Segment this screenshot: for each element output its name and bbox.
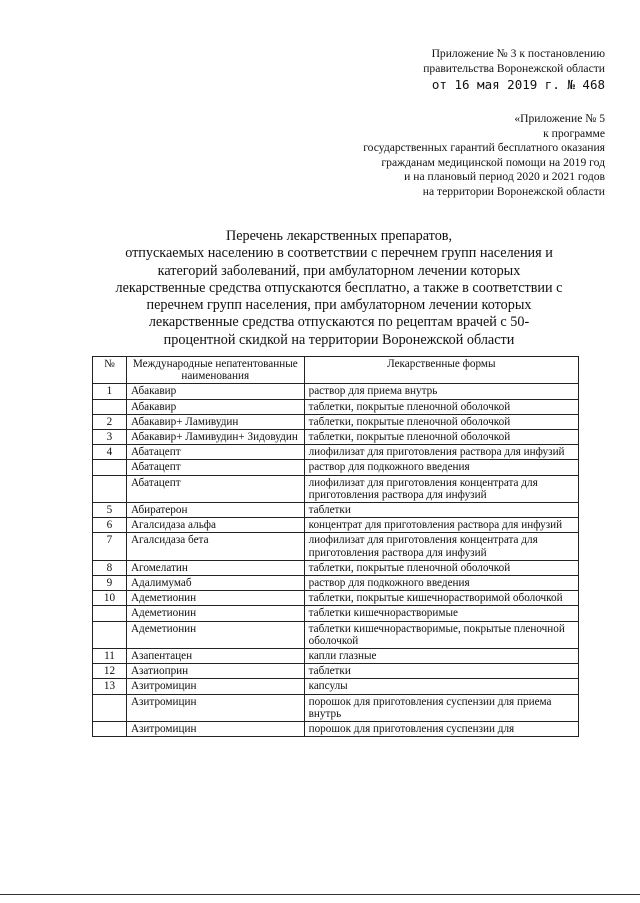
header-number: №	[93, 357, 127, 384]
title-line: лекарственные средства отпускаются по рецептам врачей с 50-	[148, 314, 530, 331]
drug-name-cell: Адеметионин	[126, 606, 304, 621]
row-number-cell: 9	[93, 576, 127, 591]
row-number-cell: 5	[93, 503, 127, 518]
header-form: Лекарственные формы	[304, 357, 578, 384]
decree-date-number: от 16 мая 2019 г. № 468	[431, 77, 605, 92]
dosage-form-cell: таблетки, покрытые пленочной оболочкой	[304, 399, 578, 414]
table-row	[93, 560, 579, 575]
dosage-form-cell: таблетки	[304, 664, 578, 679]
appendix-5-line: «Приложение № 5	[514, 112, 605, 125]
dosage-form-cell: таблетки кишечнорастворимые	[304, 606, 578, 621]
table-row	[93, 664, 579, 679]
table-row	[93, 576, 579, 591]
drug-name-cell: Агалсидаза альфа	[126, 518, 304, 533]
dosage-form-cell: таблетки	[304, 503, 578, 518]
row-number-cell: 8	[93, 560, 127, 575]
table-body	[93, 384, 579, 737]
drug-name-cell: Азитромицин	[126, 722, 304, 737]
appendix-3-line: правительства Воронежской области	[423, 62, 605, 75]
table-row	[93, 430, 579, 445]
row-number-cell: 6	[93, 518, 127, 533]
table-row	[93, 694, 579, 721]
dosage-form-cell: лиофилизат для приготовления концентрата для приготовления раствора для инфузий	[304, 475, 578, 502]
table-row	[93, 399, 579, 414]
row-number-cell	[93, 475, 127, 502]
dosage-form-cell: раствор для подкожного введения	[304, 576, 578, 591]
dosage-form-cell: таблетки кишечнорастворимые, покрытые пленочной оболочкой	[304, 621, 578, 648]
row-number-cell	[93, 399, 127, 414]
table-row	[93, 649, 579, 664]
row-number-cell: 1	[93, 384, 127, 399]
title-line: перечнем групп населения, при амбулаторном лечении которых	[146, 297, 532, 314]
table-header-row	[93, 357, 579, 384]
dosage-form-cell: капли глазные	[304, 649, 578, 664]
dosage-form-cell: лиофилизат для приготовления раствора для инфузий	[304, 445, 578, 460]
row-number-cell: 2	[93, 414, 127, 429]
appendix-5-header	[363, 112, 605, 200]
dosage-form-cell: таблетки, покрытые кишечнорастворимой оболочкой	[304, 591, 578, 606]
dosage-form-cell: капсулы	[304, 679, 578, 694]
appendix-3-line: Приложение № 3 к постановлению	[431, 47, 605, 60]
appendix-3-header	[423, 46, 605, 94]
drug-name-cell: Азатиоприн	[126, 664, 304, 679]
drug-name-cell: Абатацепт	[126, 445, 304, 460]
dosage-form-cell: порошок для приготовления суспензии для приема внутрь	[304, 694, 578, 721]
table-row	[93, 518, 579, 533]
drug-name-cell: Абатацепт	[126, 460, 304, 475]
table-row	[93, 591, 579, 606]
row-number-cell: 7	[93, 533, 127, 560]
row-number-cell: 13	[93, 679, 127, 694]
dosage-form-cell: лиофилизат для приготовления концентрата для приготовления раствора для инфузий	[304, 533, 578, 560]
table-row	[93, 384, 579, 399]
drug-name-cell: Абакавир	[126, 399, 304, 414]
row-number-cell	[93, 722, 127, 737]
drug-name-cell: Абакавир+ Ламивудин	[126, 414, 304, 429]
title-line: Перечень лекарственных препаратов,	[225, 228, 453, 244]
appendix-5-line: гражданам медицинской помощи на 2019 год	[381, 155, 605, 169]
row-number-cell	[93, 621, 127, 648]
drug-name-cell: Азитромицин	[126, 694, 304, 721]
row-number-cell: 11	[93, 649, 127, 664]
drug-name-cell: Абатацепт	[126, 475, 304, 502]
drug-name-cell: Азапентацен	[126, 649, 304, 664]
drug-name-cell: Абакавир	[126, 384, 304, 399]
row-number-cell: 10	[93, 591, 127, 606]
table-row	[93, 445, 579, 460]
table-row	[93, 606, 579, 621]
table-row	[93, 533, 579, 560]
table-row	[93, 475, 579, 502]
row-number-cell: 3	[93, 430, 127, 445]
drug-name-cell: Абиратерон	[126, 503, 304, 518]
row-number-cell	[93, 460, 127, 475]
title-line: процентной скидкой на территории Воронежской области	[163, 331, 515, 348]
table-row	[93, 621, 579, 648]
dosage-form-cell: раствор для приема внутрь	[304, 384, 578, 399]
dosage-form-cell: таблетки, покрытые пленочной оболочкой	[304, 414, 578, 429]
table-row	[93, 679, 579, 694]
title-line: отпускаемых населению в соответствии с перечнем групп населения и	[125, 245, 553, 262]
row-number-cell: 4	[93, 445, 127, 460]
appendix-5-line: и на плановый период 2020 и 2021 годов	[404, 170, 605, 184]
appendix-5-line: на территории Воронежской области	[422, 184, 605, 198]
dosage-form-cell: концентрат для приготовления раствора для инфузий	[304, 518, 578, 533]
drug-name-cell: Адеметионин	[126, 621, 304, 648]
table-row	[93, 722, 579, 737]
dosage-form-cell: таблетки, покрытые пленочной оболочкой	[304, 560, 578, 575]
dosage-form-cell: таблетки, покрытые пленочной оболочкой	[304, 430, 578, 445]
drug-name-cell: Абакавир+ Ламивудин+ Зидовудин	[126, 430, 304, 445]
row-number-cell	[93, 606, 127, 621]
drug-name-cell: Адалимумаб	[126, 576, 304, 591]
appendix-5-line: государственных гарантий бесплатного оказания	[363, 141, 605, 155]
row-number-cell: 12	[93, 664, 127, 679]
title-line: лекарственные средства отпускаются бесплатно, а также в соответствии с	[115, 279, 563, 296]
page-bottom-rule	[0, 894, 640, 895]
table-row	[93, 414, 579, 429]
drug-name-cell: Агомелатин	[126, 560, 304, 575]
drug-list-table	[92, 356, 579, 737]
table-row	[93, 460, 579, 475]
drug-name-cell: Агалсидаза бета	[126, 533, 304, 560]
title-line: категорий заболеваний, при амбулаторном лечении которых	[157, 262, 521, 279]
dosage-form-cell: порошок для приготовления суспензии для	[304, 722, 578, 737]
table-row	[93, 503, 579, 518]
drug-name-cell: Адеметионин	[126, 591, 304, 606]
row-number-cell	[93, 694, 127, 721]
header-name: Международные непатентованные наименования	[126, 357, 304, 384]
drug-name-cell: Азитромицин	[126, 679, 304, 694]
dosage-form-cell: раствор для подкожного введения	[304, 460, 578, 475]
appendix-5-line: к программе	[543, 126, 605, 140]
document-title	[88, 228, 590, 349]
